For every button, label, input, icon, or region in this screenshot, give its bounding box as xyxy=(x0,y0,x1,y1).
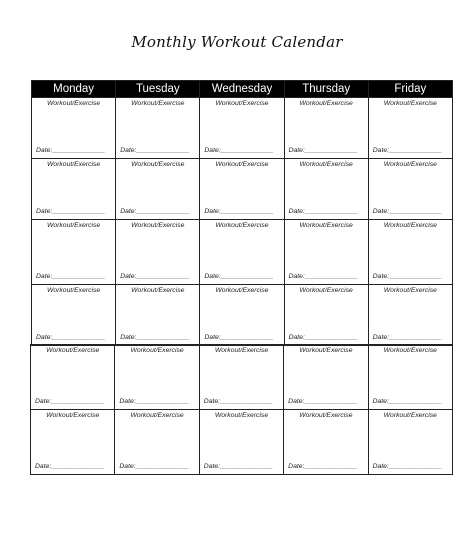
workout-label: Workout/Exercise xyxy=(383,412,437,419)
date-label: Date:______________ xyxy=(204,208,274,215)
workout-label: Workout/Exercise xyxy=(130,412,184,419)
workout-label: Workout/Exercise xyxy=(214,347,269,354)
day-header-monday: Monday xyxy=(32,81,116,98)
day-header-thursday: Thursday xyxy=(284,81,368,98)
workout-label: Workout/Exercise xyxy=(131,287,185,294)
workout-label: Workout/Exercise xyxy=(383,347,437,354)
day-header-tuesday: Tuesday xyxy=(116,81,200,98)
week-row xyxy=(32,285,453,346)
date-label: Date:______________ xyxy=(288,273,358,280)
day-cell[interactable] xyxy=(368,410,452,475)
date-label: Date:______________ xyxy=(204,147,274,154)
date-label: Date:______________ xyxy=(120,208,190,215)
date-label: Date:______________ xyxy=(372,334,442,341)
date-label: Date:______________ xyxy=(36,334,106,341)
date-label: Date:______________ xyxy=(35,463,105,470)
date-label: Date:______________ xyxy=(288,334,358,341)
calendar-grid-upper xyxy=(31,80,453,346)
date-label: Date:______________ xyxy=(204,334,274,341)
workout-label: Workout/Exercise xyxy=(131,222,185,229)
week-row xyxy=(32,159,453,220)
workout-label: Workout/Exercise xyxy=(383,161,437,168)
day-cell[interactable] xyxy=(32,285,116,346)
workout-label: Workout/Exercise xyxy=(299,287,353,294)
day-cell[interactable] xyxy=(368,285,452,346)
day-cell[interactable] xyxy=(200,98,284,159)
workout-label: Workout/Exercise xyxy=(46,161,101,168)
week-row xyxy=(31,345,453,410)
workout-label: Workout/Exercise xyxy=(299,412,353,419)
workout-label: Workout/Exercise xyxy=(383,287,437,294)
workout-label: Workout/Exercise xyxy=(46,412,100,419)
date-label: Date:______________ xyxy=(288,463,358,470)
day-cell[interactable] xyxy=(116,285,200,346)
week-row xyxy=(32,98,453,159)
day-cell[interactable] xyxy=(284,98,368,159)
day-cell[interactable] xyxy=(115,410,199,475)
date-label: Date:______________ xyxy=(372,208,442,215)
workout-label: Workout/Exercise xyxy=(215,222,269,229)
workout-label: Workout/Exercise xyxy=(299,100,353,107)
date-label: Date:______________ xyxy=(288,398,358,405)
workout-label: Workout/Exercise xyxy=(46,100,101,107)
day-cell[interactable] xyxy=(200,220,284,285)
date-label: Date:______________ xyxy=(119,398,189,405)
day-cell[interactable] xyxy=(284,220,368,285)
date-label: Date:______________ xyxy=(203,463,273,470)
day-cell[interactable] xyxy=(199,410,283,475)
day-cell[interactable] xyxy=(284,285,368,346)
calendar-grid-lower xyxy=(30,344,453,475)
date-label: Date:______________ xyxy=(372,147,442,154)
day-cell[interactable] xyxy=(368,98,452,159)
day-cell[interactable] xyxy=(368,345,452,410)
workout-label: Workout/Exercise xyxy=(215,100,269,107)
day-cell[interactable] xyxy=(32,159,116,220)
date-label: Date:______________ xyxy=(119,463,189,470)
date-label: Date:______________ xyxy=(120,334,190,341)
date-label: Date:______________ xyxy=(36,273,106,280)
date-label: Date:______________ xyxy=(120,147,190,154)
workout-label: Workout/Exercise xyxy=(299,161,353,168)
day-cell[interactable] xyxy=(199,345,283,410)
day-cell[interactable] xyxy=(116,98,200,159)
date-label: Date:______________ xyxy=(204,273,274,280)
workout-label: Workout/Exercise xyxy=(215,287,269,294)
workout-label: Workout/Exercise xyxy=(46,287,101,294)
day-cell[interactable] xyxy=(116,159,200,220)
workout-label: Workout/Exercise xyxy=(131,100,185,107)
day-cell[interactable] xyxy=(116,220,200,285)
workout-label: Workout/Exercise xyxy=(299,222,353,229)
day-cell[interactable] xyxy=(284,410,368,475)
date-label: Date:______________ xyxy=(36,147,106,154)
date-label: Date:______________ xyxy=(120,273,190,280)
week-row xyxy=(31,410,453,475)
day-cell[interactable] xyxy=(200,285,284,346)
day-header-wednesday: Wednesday xyxy=(200,81,284,98)
date-label: Date:______________ xyxy=(372,273,442,280)
date-label: Date:______________ xyxy=(288,147,358,154)
day-cell[interactable] xyxy=(31,345,115,410)
date-label: Date:______________ xyxy=(288,208,358,215)
workout-label: Workout/Exercise xyxy=(46,222,101,229)
workout-label: Workout/Exercise xyxy=(214,412,269,419)
workout-label: Workout/Exercise xyxy=(215,161,269,168)
day-header-friday: Friday xyxy=(368,81,452,98)
day-cell[interactable] xyxy=(368,159,452,220)
date-label: Date:______________ xyxy=(372,398,442,405)
workout-label: Workout/Exercise xyxy=(383,222,437,229)
day-cell[interactable] xyxy=(368,220,452,285)
day-cell[interactable] xyxy=(32,220,116,285)
workout-label: Workout/Exercise xyxy=(130,347,184,354)
date-label: Date:______________ xyxy=(35,398,105,405)
day-cell[interactable] xyxy=(115,345,199,410)
date-label: Date:______________ xyxy=(203,398,273,405)
day-cell[interactable] xyxy=(284,159,368,220)
day-cell[interactable] xyxy=(31,410,115,475)
week-row xyxy=(32,220,453,285)
date-label: Date:______________ xyxy=(372,463,442,470)
workout-label: Workout/Exercise xyxy=(299,347,353,354)
workout-label: Workout/Exercise xyxy=(383,100,437,107)
workout-label: Workout/Exercise xyxy=(131,161,185,168)
day-header-row xyxy=(32,81,453,98)
day-cell[interactable] xyxy=(284,345,368,410)
workout-label: Workout/Exercise xyxy=(46,347,100,354)
page-title: Monthly Workout Calendar xyxy=(131,33,343,51)
day-cell[interactable] xyxy=(200,159,284,220)
day-cell[interactable] xyxy=(32,98,116,159)
date-label: Date:______________ xyxy=(36,208,106,215)
